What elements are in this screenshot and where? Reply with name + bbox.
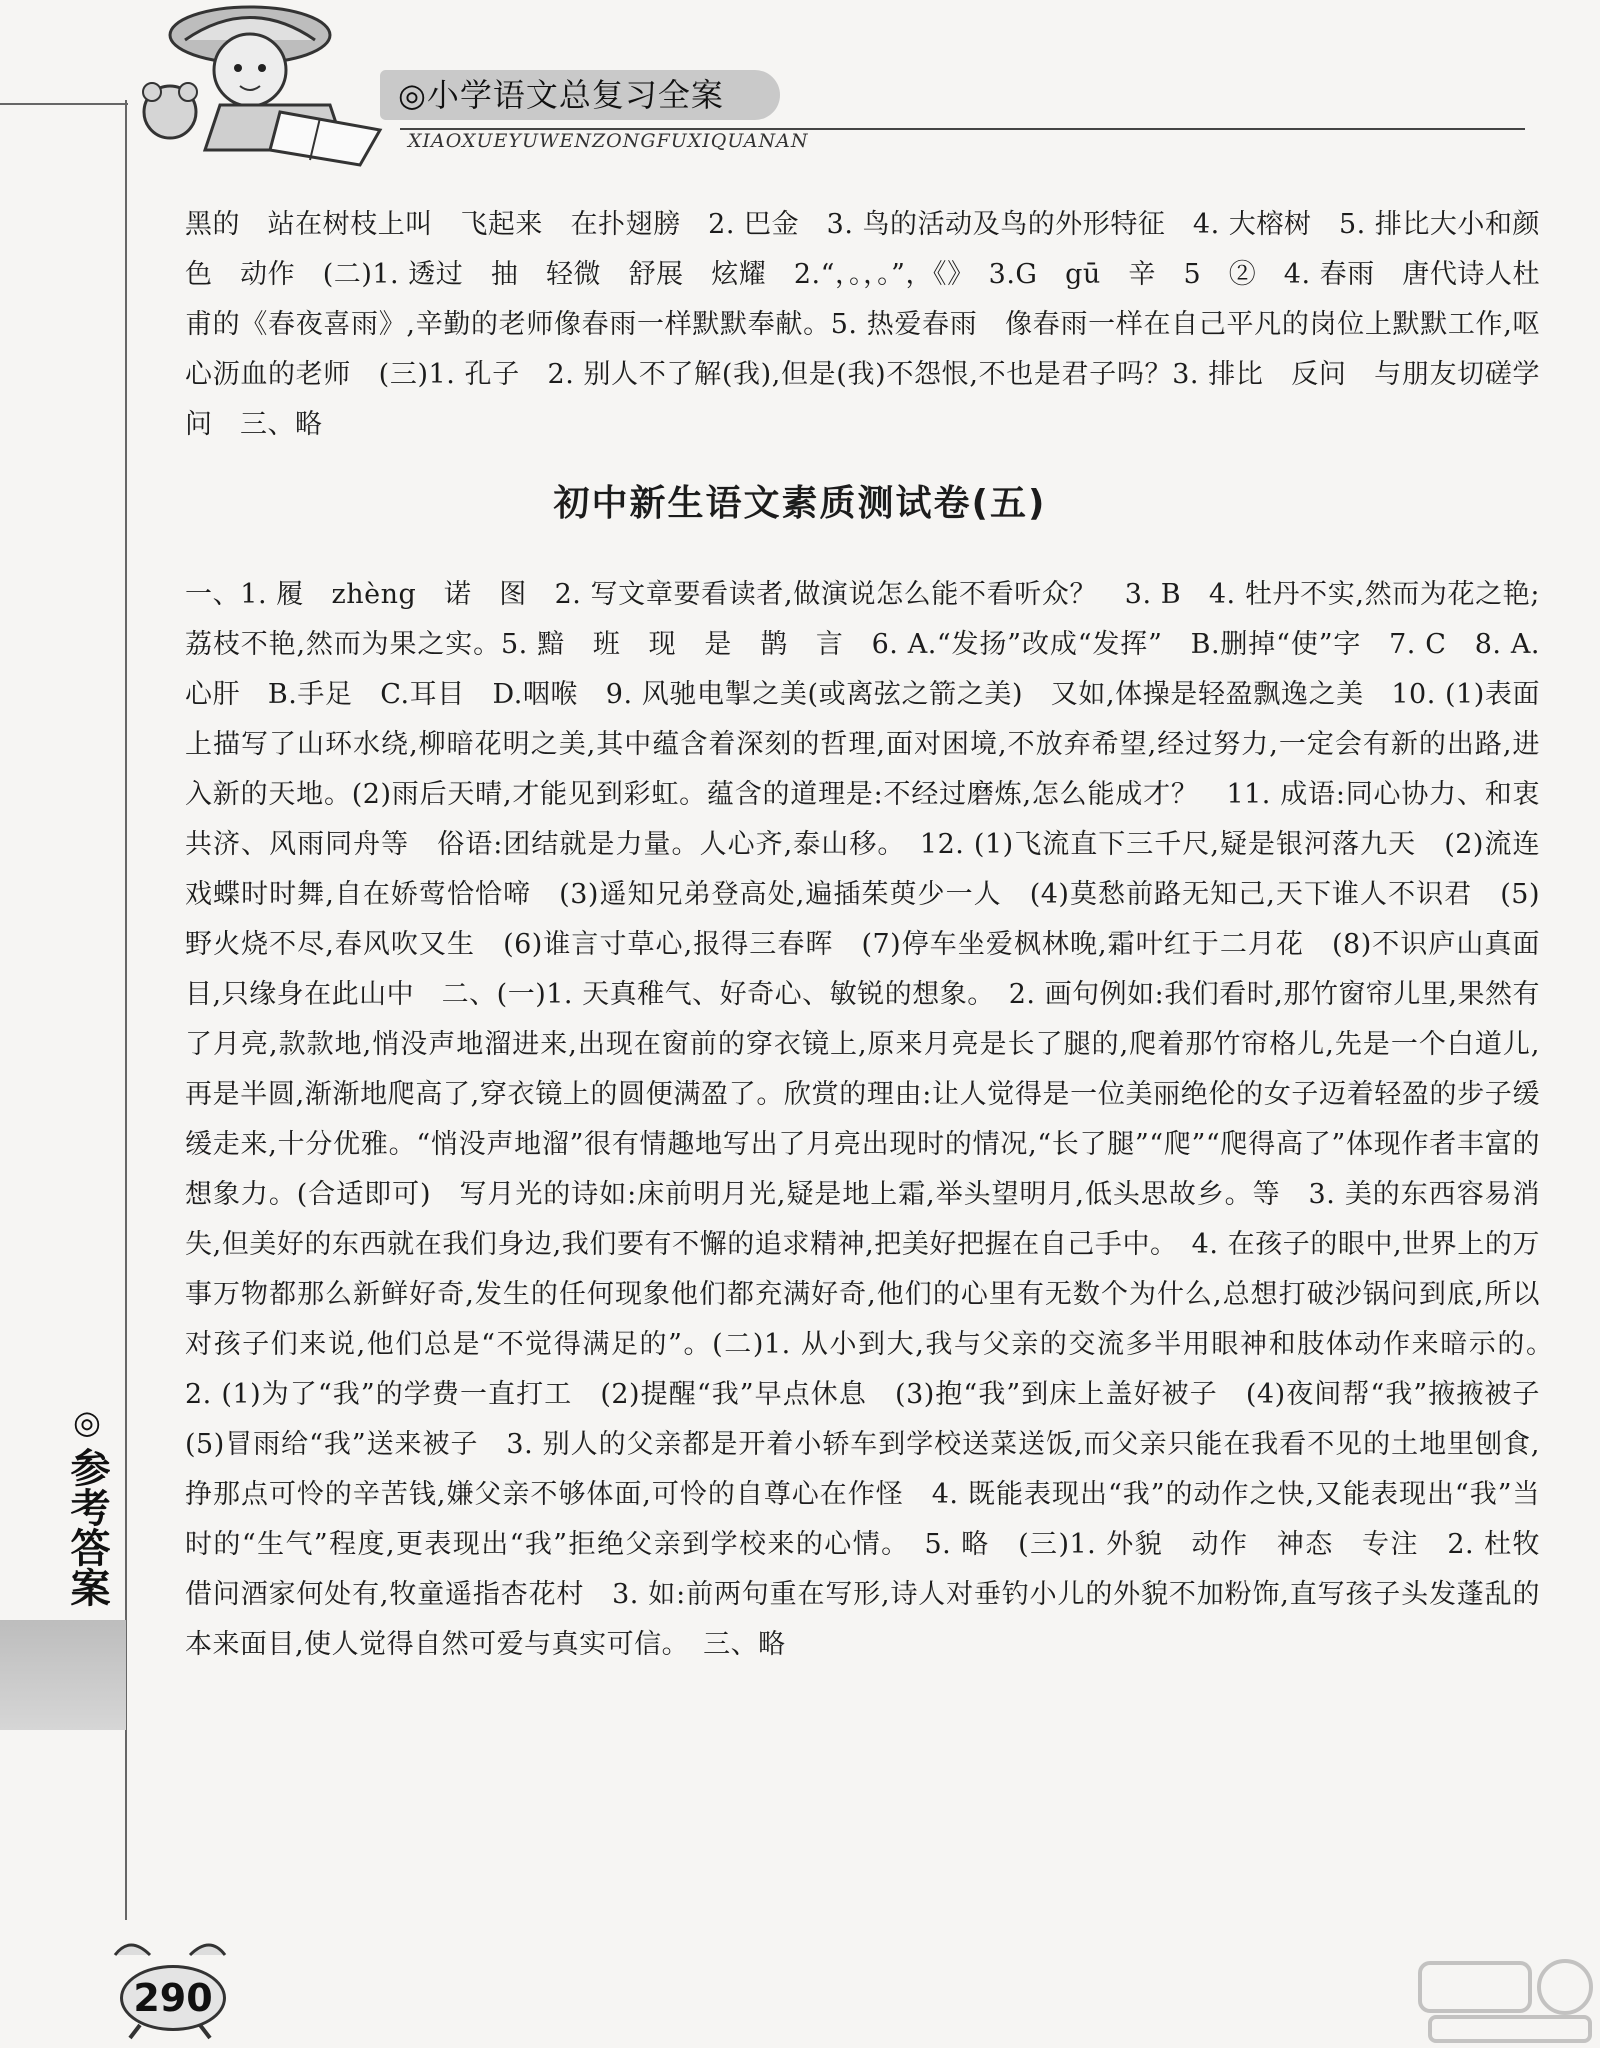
answer-site-watermark xyxy=(1410,1955,1600,2048)
side-label-text: 参考答案 xyxy=(64,1447,111,1607)
side-tab xyxy=(0,1620,126,1730)
page-number-badge xyxy=(95,1930,245,2040)
page-number: 290 xyxy=(120,1965,226,2031)
side-label-ring: ◎ xyxy=(73,1403,101,1441)
answers-test-five: 一、1. 履 zhèng 诺 图 2. 写文章要看读者,做演说怎么能不看听众？ 3. B 4. 牡丹不实,然而为花之艳;荔枝不艳,然而为果之实。5. 黯 班 现 是 鹊 言 6. A.“发扬”改成“发挥” B.删掉“使”字 7. C 8. A.心肝 B.手足 C.耳目 D.咽喉 9. 风驰电掣之美(或离弦之箭之美) 又如,体操是轻盈飘逸之美 10. (1)表面上描写了山环水绕,柳暗花明之美,其中蕴含着深刻的哲理,面对困境,不放弃希望,经过努力,一定会有新的出路,进入新的天地。(2)雨后天晴,才能见到彩虹。蕴含的道理是:不经过磨炼,怎么能成才？ 11. 成语:同心协力、和衷共济、风雨同舟等 俗语:团结就是力量。人心齐,泰山移。 12. (1)飞流直下三千尺,疑是银河落九天 (2)流连戏蝶时时舞,自在娇莺恰恰啼 (3)遥知兄弟登高处,遍插茱萸少一人 (4)莫愁前路无知己,天下谁人不识君 (5)野火烧不尽,春风吹又生 (6)谁言寸草心,报得三春晖 (7)停车坐爱枫林晚,霜叶红于二月花 (8)不识庐山真面目,只缘身在此山中 二、(一)1. 天真稚气、好奇心、敏锐的想象。 2. 画句例如:我们看时,那竹窗帘儿里,果然有了月亮,款款地,悄没声地溜进来,出现在窗前的穿衣镜上,原来月亮是长了腿的,爬着那竹帘格儿,先是一个白道儿,再是半圆,渐渐地爬高了,穿衣镜上的圆便满盈了。欣赏的理由:让人觉得是一位美丽绝伦的女子迈着轻盈的步子缓缓走来,十分优雅。“悄没声地溜”很有情趣地写出了月亮出现时的情况,“长了腿”“爬”“爬得高了”体现作者丰富的想象力。(合适即可) 写月光的诗如:床前明月光,疑是地上霜,举头望明月,低头思故乡。等 3. 美的东西容易消失,但美好的东西就在我们身边,我们要有不懈的追求精神,把美好把握在自己手中。 4. 在孩子的眼中,世界上的万事万物都那么新鲜好奇,发生的任何现象他们都充满好奇,他们的心里有无数个为什么,总想打破沙锅问到底,所以对孩子们来说,他们总是“不觉得满足的”。(二)1. 从小到大,我与父亲的交流多半用眼神和肢体动作来暗示的。 2. (1)为了“我”的学费一直打工 (2)提醒“我”早点休息 (3)抱“我”到床上盖好被子 (4)夜间帮“我”掖掖被子 (5)冒雨给“我”送来被子 3. 别人的父亲都是开着小轿车到学校送菜送饭,而父亲只能在我看不见的土地里刨食,挣那点可怜的辛苦钱,嫌父亲不够体面,可怜的自尊心在作怪 4. 既能表现出“我”的动作之快,又能表现出“我”当时的“生气”程度,更表现出“我”拒绝父亲到学校来的心情。 5. 略 (三)1. 外貌 动作 神态 专注 2. 杜牧 借问酒家何处有,牧童遥指杏花村 3. 如:前两句重在写形,诗人对垂钓小儿的外貌不加粉饰,直写孩子头发蓬乱的本来面目,使人觉得自然可爱与真实可信。 三、略 xyxy=(185,579,1568,1660)
girl-reading-illustration xyxy=(130,0,420,175)
book-title: ◎小学语文总复习全案 xyxy=(398,76,724,114)
answers-previous-test: 黑的 站在树枝上叫 飞起来 在扑翅膀 2. 巴金 3. 鸟的活动及鸟的外形特征 4. 大榕树 5. 排比大小和颜色 动作 (二)1. 透过 抽 轻微 舒展 炫耀 2.“，。，。”，《》 3.G gū 辛 5 ② 4. 春雨 唐代诗人杜甫的《春夜喜雨》,辛勤的老师像春雨一样默默奉献。5. 热爱春雨 像春雨一样在自己平凡的岗位上默默工作,呕心沥血的老师 (三)1. 孔子 2. 别人不了解(我),但是(我)不怨恨,不也是君子吗？3. 排比 反问 与朋友切磋学问 三、略 xyxy=(185,209,1540,440)
side-label xyxy=(62,1395,112,1619)
book-title-pinyin: XIAOXUEYUWENZONGFUXIQUANAN xyxy=(408,130,809,152)
header-left-rule xyxy=(0,103,128,105)
section-title: 初中新生语文素质测试卷(五) xyxy=(553,483,1047,524)
